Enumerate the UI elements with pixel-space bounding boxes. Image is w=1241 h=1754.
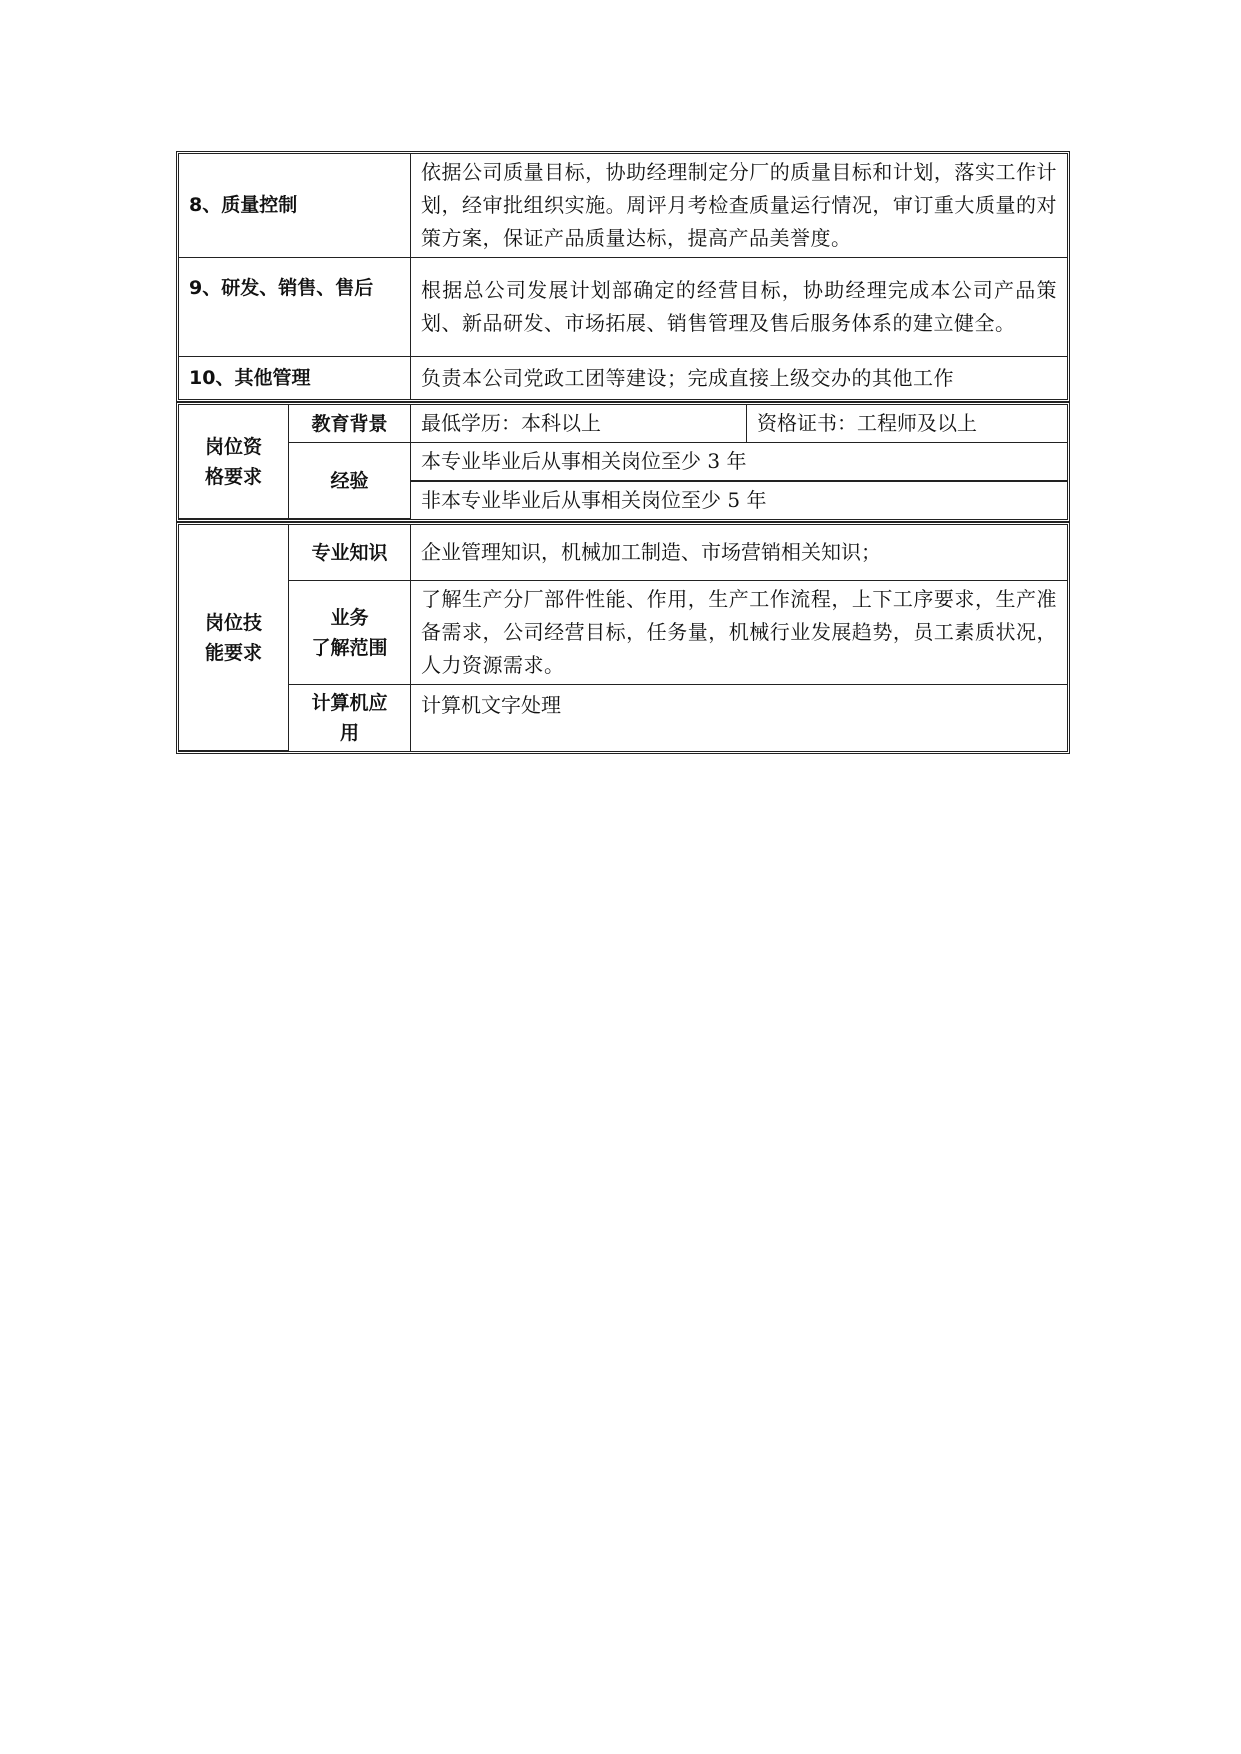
certificate-value: 资格证书：工程师及以上 [747, 405, 1067, 443]
business-value: 了解生产分厂部件性能、作用，生产工作流程，上下工序要求，生产准备需求，公司经营目标，任务量，机械行业发展趋势，员工素质状况，人力资源需求。 [411, 581, 1067, 685]
knowledge-label: 专业知识 [289, 525, 411, 581]
duty-label-other: 10、其他管理 [179, 357, 411, 399]
education-label: 教育背景 [289, 405, 411, 443]
experience-row-1 [179, 443, 1067, 481]
skills-table [176, 522, 1070, 754]
skills-heading-text: 岗位技能要求 [204, 611, 262, 664]
knowledge-row [179, 525, 1067, 581]
computer-label [289, 685, 411, 751]
business-label-line-1: 业务 [330, 606, 369, 629]
business-label-line-2: 了解范围 [311, 636, 388, 659]
experience-label: 经验 [289, 443, 411, 519]
duty-row-other [179, 357, 1067, 399]
duty-text-other: 负责本公司党政工团等建设；完成直接上级交办的其他工作 [421, 365, 954, 390]
skills-heading [179, 525, 289, 751]
duty-text-quality: 依据公司质量目标，协助经理制定分厂的质量目标和计划，落实工作计划，经审批组织实施。周评月考检查质量运行情况，审订重大质量的对策方案，保证产品质量达标，提高产品美誉度。 [411, 154, 1067, 258]
qualification-table [176, 402, 1070, 522]
experience-value-1: 本专业毕业后从事相关岗位至少 3 年 [411, 443, 1067, 481]
education-row [179, 405, 1067, 443]
duty-row-rd-sales [179, 258, 1067, 357]
duty-text-rd-sales: 根据总公司发展计划部确定的经营目标，协助经理完成本公司产品策划、新品研发、市场拓展、销售管理及售后服务体系的建立健全。 [411, 258, 1067, 357]
qualification-heading [179, 405, 289, 519]
computer-value: 计算机文字处理 [421, 693, 561, 717]
duty-row-quality [179, 154, 1067, 258]
computer-label-text: 计算机应用 [311, 692, 388, 744]
education-value: 最低学历：本科以上 [411, 405, 747, 443]
computer-row [179, 685, 1067, 751]
business-label [289, 581, 411, 685]
duty-label-quality: 8、质量控制 [179, 154, 411, 258]
duties-table [176, 151, 1070, 402]
job-description-table [176, 151, 1070, 754]
qualification-heading-text: 岗位资格要求 [204, 435, 262, 488]
business-row [179, 581, 1067, 685]
knowledge-value: 企业管理知识，机械加工制造、市场营销相关知识； [411, 525, 1067, 581]
duty-label-rd-sales: 9、研发、销售、售后 [179, 258, 411, 357]
experience-value-2: 非本专业毕业后从事相关岗位至少 5 年 [411, 481, 1067, 519]
